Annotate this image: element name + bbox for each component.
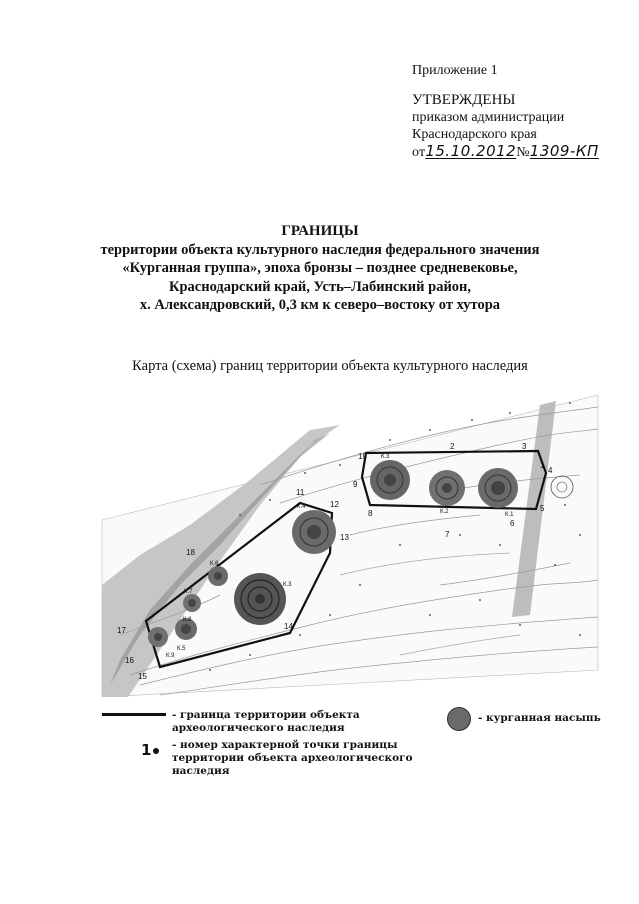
mound [208, 566, 228, 586]
handwritten-number: 1309-КП [529, 142, 599, 160]
point-number: 11 [296, 488, 305, 497]
mound [429, 470, 465, 506]
mound-label: К.3 [283, 582, 292, 588]
point-number: 1 [540, 461, 545, 470]
point-number: 2 [450, 442, 455, 451]
title-line-1: территории объекта культурного наследия федерального значения [100, 241, 540, 258]
point-number: 15 [138, 672, 147, 681]
mound-label: К.1 [505, 512, 514, 518]
number-sign: № [516, 145, 530, 160]
legend-mound-sample [447, 707, 471, 731]
point-number: 14 [284, 622, 293, 631]
point-number: 16 [125, 656, 134, 665]
point-number: 6 [510, 519, 515, 528]
boundary-map [100, 385, 600, 697]
point-number: 10 [358, 452, 367, 461]
legend-point-number: 1 [141, 741, 152, 759]
order-date-number [412, 143, 632, 161]
mound-label: К.4 [297, 504, 306, 510]
point-number: 17 [117, 626, 126, 635]
map-caption: Карта (схема) границ территории объекта культурного наследия [132, 358, 528, 374]
legend-line-sample [102, 713, 166, 716]
point-number: 12 [330, 500, 339, 509]
title-line-4: х. Александровский, 0,3 км к северо–востоку от хутора [139, 297, 501, 313]
appendix-label: Приложение 1 [412, 63, 498, 78]
legend-point-dot-icon [153, 748, 159, 754]
legend-point: - номер характерной точки границы территории объекта археологического наследия [172, 739, 413, 777]
title-line-2: «Курганная группа», эпоха бронзы – позднее средневековье, [122, 260, 518, 276]
point-number: 3 [522, 442, 527, 451]
legend-mound: - курганная насыпь [478, 712, 601, 724]
from-prefix: от [412, 145, 426, 160]
mound-label: К.5 [177, 646, 186, 652]
point-number: 7 [445, 530, 450, 539]
approved-label: УТВЕРЖДЕНЫ [412, 92, 516, 108]
title-heading: ГРАНИЦЫ [281, 223, 359, 239]
approved-line-2: Краснодарского края [412, 127, 537, 142]
mound [148, 627, 168, 647]
mound [478, 468, 518, 508]
title-line-3: Краснодарский край, Усть–Лабинский район, [168, 278, 472, 295]
approval-block [412, 62, 632, 161]
mound [292, 510, 336, 554]
approved-line-1: приказом администрации [412, 110, 565, 125]
mound-label: К.9 [166, 653, 175, 659]
mound [370, 460, 410, 500]
point-number: 9 [353, 480, 358, 489]
document-title [60, 222, 580, 315]
mound [183, 594, 201, 612]
point-number: 18 [186, 548, 195, 557]
mound-label: К.2 [440, 509, 449, 515]
point-number: 5 [540, 504, 545, 513]
mound-label: К.6 [210, 561, 219, 567]
point-number: 13 [340, 533, 349, 542]
legend-point-sample [141, 741, 159, 759]
mound-label: К.8 [183, 617, 192, 623]
mound-label: К.3 [381, 454, 390, 460]
point-number: 4 [548, 466, 553, 475]
legend-boundary: - граница территории объекта археологического наследия [172, 709, 360, 734]
mound [234, 573, 286, 625]
handwritten-date: 15.10.2012 [425, 142, 517, 160]
point-number: 8 [368, 509, 373, 518]
mound-label: К.7 [184, 589, 193, 595]
